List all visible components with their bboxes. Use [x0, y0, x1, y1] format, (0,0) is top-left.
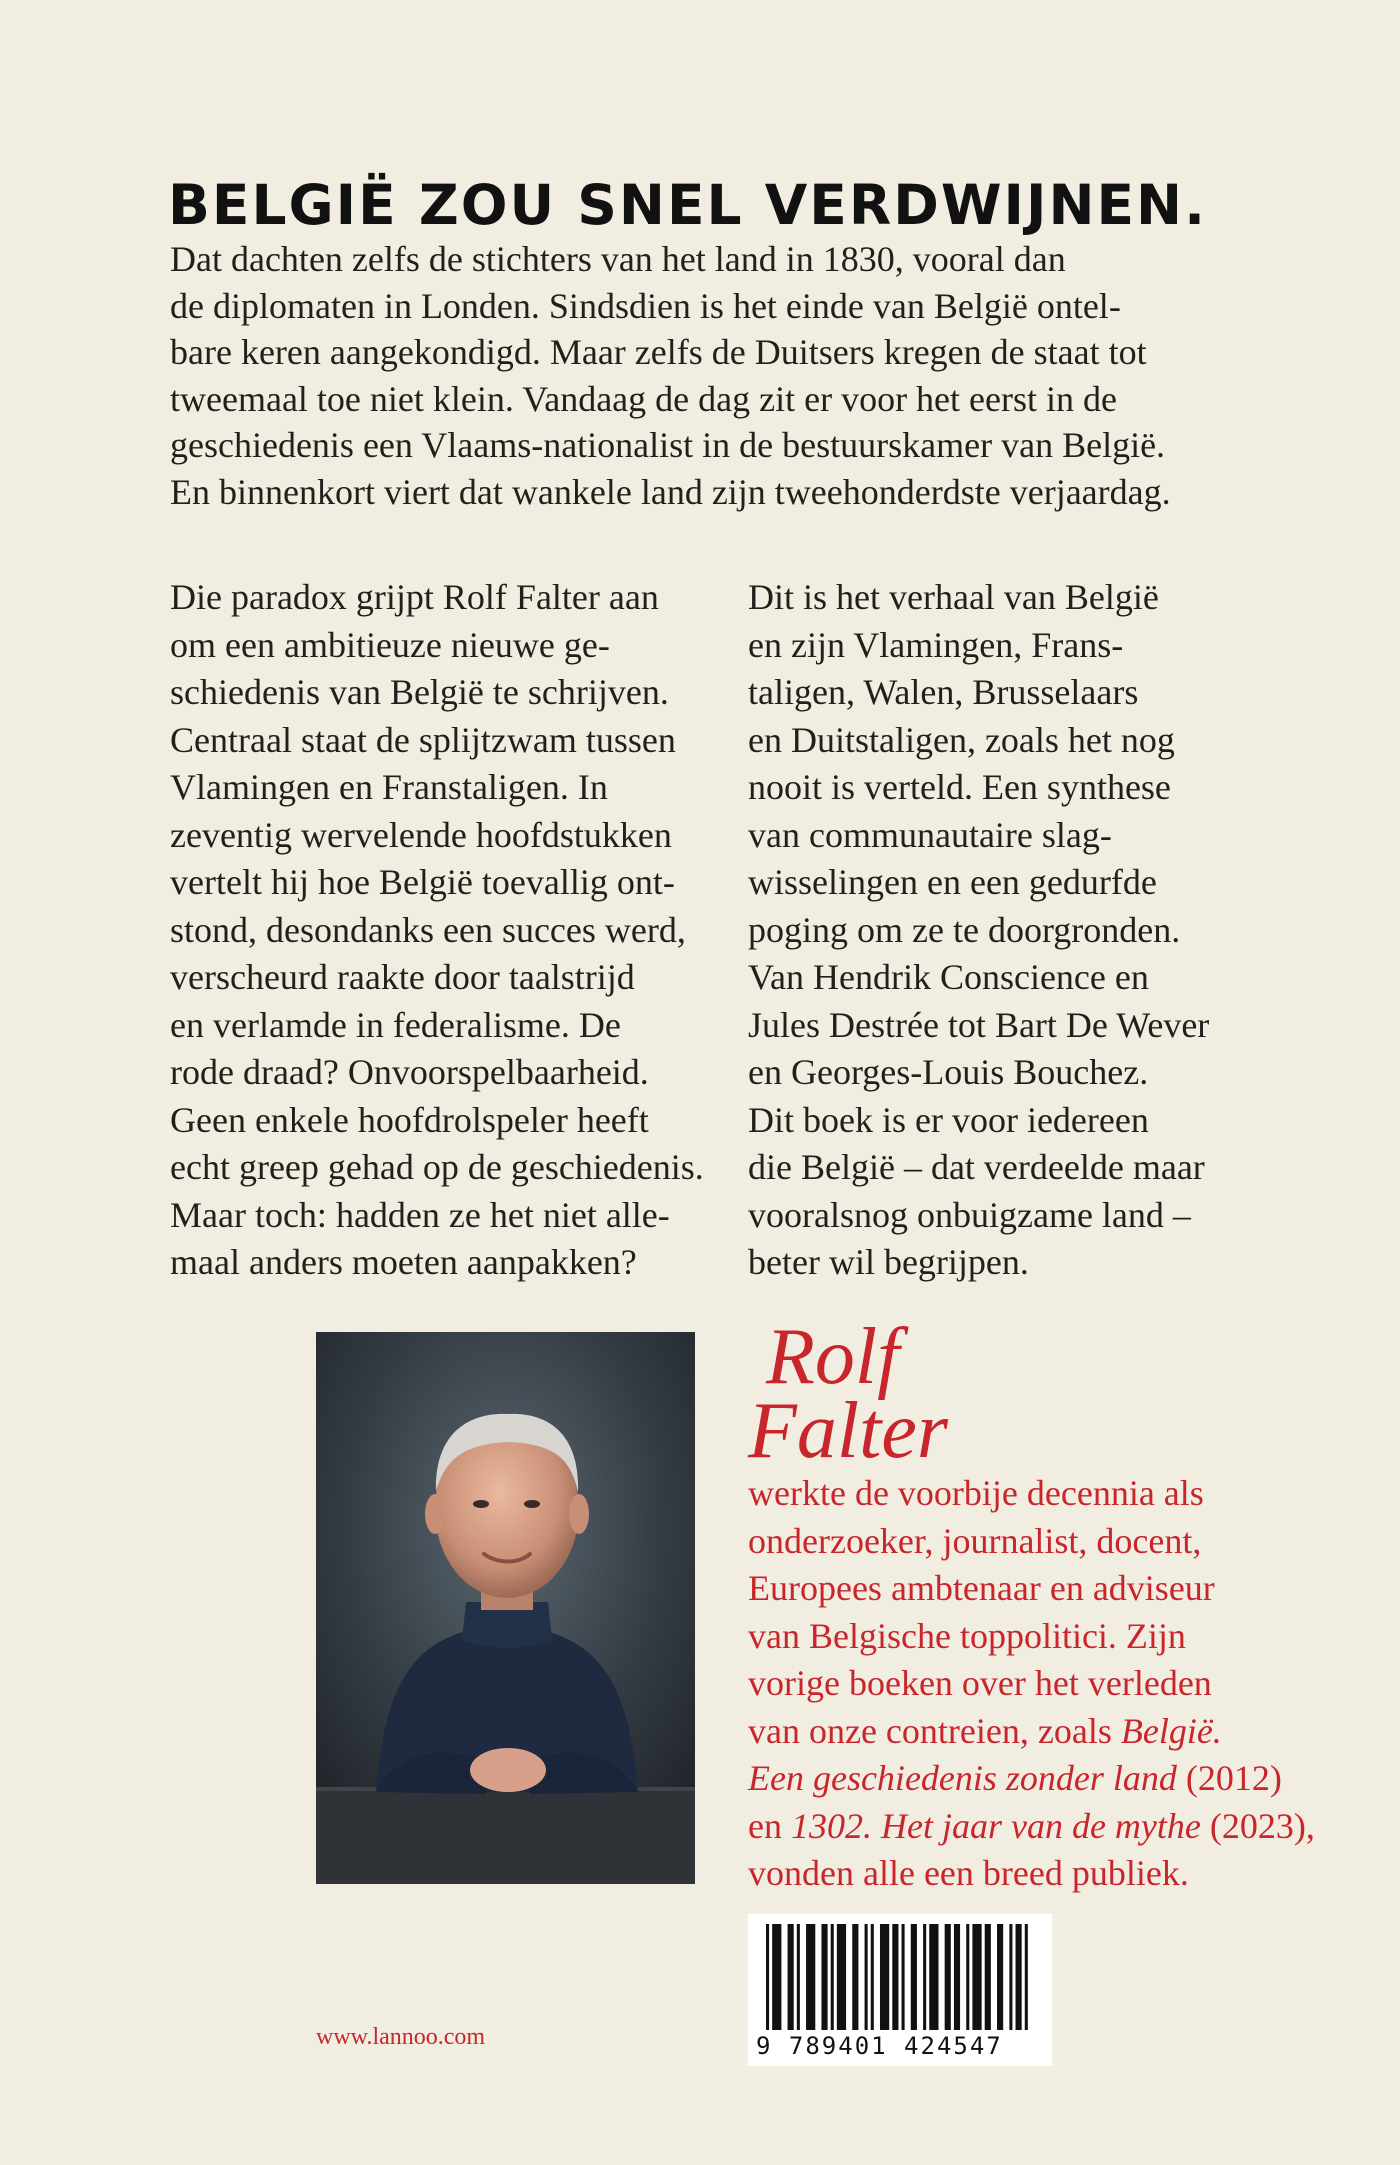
barcode-bar: [831, 1924, 834, 2030]
barcode-bar: [806, 1924, 815, 2030]
barcode-bar: [902, 1924, 905, 2030]
left-column-line: Maar toch: hadden ze het niet alle-: [170, 1194, 670, 1235]
intro-line: tweemaal toe niet klein. Vandaag de dag zit er voor het eerst in de: [170, 378, 1117, 419]
left-column-line: verscheurd raakte door taalstrijd: [170, 957, 635, 997]
bio-line: [748, 1803, 1315, 1851]
intro-line: Dat dachten zelfs de stichters van het land in 1830, vooral dan: [170, 239, 1066, 279]
right-column-line: van communautaire slag-: [748, 814, 1112, 855]
barcode-bar: [797, 1924, 800, 2030]
barcode-bar: [892, 1924, 898, 2030]
author-first-name: Rolf: [766, 1313, 900, 1401]
right-column-line: Jules Destrée tot Bart De Wever: [748, 1004, 1210, 1045]
intro-line: bare keren aangekondigd. Maar zelfs de Duitsers kregen de staat tot: [170, 332, 1147, 372]
bio-line: [748, 1755, 1308, 1803]
left-column-line: Vlamingen en Franstaligen. In: [170, 767, 608, 807]
left-column-line: om een ambitieuze nieuwe ge-: [170, 624, 610, 665]
right-column-line: en zijn Vlamingen, Frans-: [748, 624, 1124, 665]
left-column-line: stond, desondanks een succes werd,: [170, 909, 686, 950]
barcode-bar: [837, 1924, 846, 2030]
barcode-bar: [985, 1924, 991, 2030]
publisher-website: www.lannoo.com: [316, 2024, 486, 2050]
right-column-line: wisselingen en een gedurfde: [748, 862, 1157, 902]
barcode-bar: [821, 1924, 827, 2030]
barcode-bar: [772, 1924, 781, 2030]
right-column-line: Dit boek is er voor iedereen: [748, 1099, 1149, 1140]
bio-line: van Belgische toppolitici. Zijn: [748, 1615, 1186, 1656]
left-column-line: echt greep gehad op de geschiedenis.: [170, 1147, 704, 1187]
left-column-line: rode draad? Onvoorspelbaarheid.: [170, 1052, 649, 1092]
barcode-bar: [911, 1924, 917, 2030]
barcode-bar: [1016, 1924, 1022, 2030]
book-title: België.: [1120, 1710, 1222, 1751]
author-photo: [316, 1332, 695, 1884]
barcode-bar: [945, 1924, 951, 2030]
barcode-bar: [1025, 1924, 1028, 2030]
left-column-paragraph: [170, 574, 730, 1287]
bio-line: onderzoeker, journalist, docent,: [748, 1520, 1202, 1561]
right-column-line: Van Hendrik Conscience en: [748, 957, 1149, 997]
barcode-bar: [997, 1924, 1003, 2030]
barcode-bar: [929, 1924, 938, 2030]
bio-text: en: [748, 1805, 791, 1846]
book-title: Een geschiedenis zonder land: [748, 1758, 1177, 1798]
bio-line: vonden alle een breed publiek.: [748, 1853, 1189, 1893]
right-column-line: beter wil begrijpen.: [748, 1242, 1029, 1282]
right-column-line: die België – dat verdeelde maar: [748, 1147, 1205, 1187]
barcode-bar: [880, 1924, 889, 2030]
barcode-bar: [1009, 1924, 1012, 2030]
bio-line: vorige boeken over het verleden: [748, 1663, 1212, 1703]
barcode-bar: [966, 1924, 969, 2030]
right-column-line: en Duitstaligen, zoals het nog: [748, 719, 1175, 760]
barcode-bar: [923, 1924, 926, 2030]
bio-line: werkte de voorbije decennia als: [748, 1473, 1204, 1513]
bio-line: Europees ambtenaar en adviseur: [748, 1568, 1215, 1608]
author-portrait-illustration: [316, 1332, 695, 1884]
right-column-line: Dit is het verhaal van België: [748, 577, 1159, 617]
left-column-line: Geen enkele hoofdrolspeler heeft: [170, 1099, 649, 1140]
right-column-line: taligen, Walen, Brusselaars: [748, 672, 1139, 712]
barcode-bars: [766, 1924, 1034, 2030]
left-column-line: schiedenis van België te schrijven.: [170, 672, 669, 712]
intro-line: de diplomaten in Londen. Sindsdien is het einde van België ontel-: [170, 285, 1121, 326]
intro-paragraph: [170, 236, 1250, 515]
bio-line: [748, 1708, 1308, 1756]
headline: BELGIË ZOU SNEL VERDWIJNEN.: [168, 173, 1207, 237]
barcode-bar: [865, 1924, 868, 2030]
bio-text: (2012): [1176, 1758, 1282, 1798]
author-name: [748, 1313, 948, 1475]
barcode: [748, 1914, 1052, 2066]
right-column-line: poging om ze te doorgronden.: [748, 909, 1181, 950]
barcode-bar: [972, 1924, 981, 2030]
book-title: 1302. Het jaar van de mythe: [790, 1805, 1201, 1846]
isbn-number: 9 789401 424547: [756, 2032, 1003, 2060]
barcode-bar: [788, 1924, 794, 2030]
barcode-bar: [852, 1924, 858, 2030]
left-column-line: Die paradox grijpt Rolf Falter aan: [170, 577, 659, 617]
left-column-line: vertelt hij hoe België toevallig ont-: [170, 862, 675, 902]
right-column-paragraph: [748, 574, 1308, 1287]
bio-text: van onze contreien, zoals: [748, 1710, 1121, 1751]
right-column-line: en Georges-Louis Bouchez.: [748, 1052, 1149, 1092]
intro-line: En binnenkort viert dat wankele land zijn tweehonderdste verjaardag.: [170, 471, 1171, 512]
intro-line: geschiedenis een Vlaams-nationalist in de bestuurskamer van België.: [170, 425, 1166, 465]
left-column-line: Centraal staat de splijtzwam tussen: [170, 719, 676, 760]
right-column-line: vooralsnog onbuigzame land –: [748, 1194, 1191, 1235]
bio-text: (2023),: [1200, 1805, 1315, 1846]
right-column-line: nooit is verteld. Een synthese: [748, 767, 1171, 807]
left-column-line: en verlamde in federalisme. De: [170, 1004, 621, 1045]
author-last-name: Falter: [748, 1387, 948, 1475]
barcode-bar: [871, 1924, 874, 2030]
left-column-line: maal anders moeten aanpakken?: [170, 1242, 637, 1282]
author-bio: [748, 1470, 1315, 1898]
barcode-bar: [954, 1924, 960, 2030]
left-column-line: zeventig wervelende hoofdstukken: [170, 814, 672, 855]
barcode-bar: [766, 1924, 769, 2030]
